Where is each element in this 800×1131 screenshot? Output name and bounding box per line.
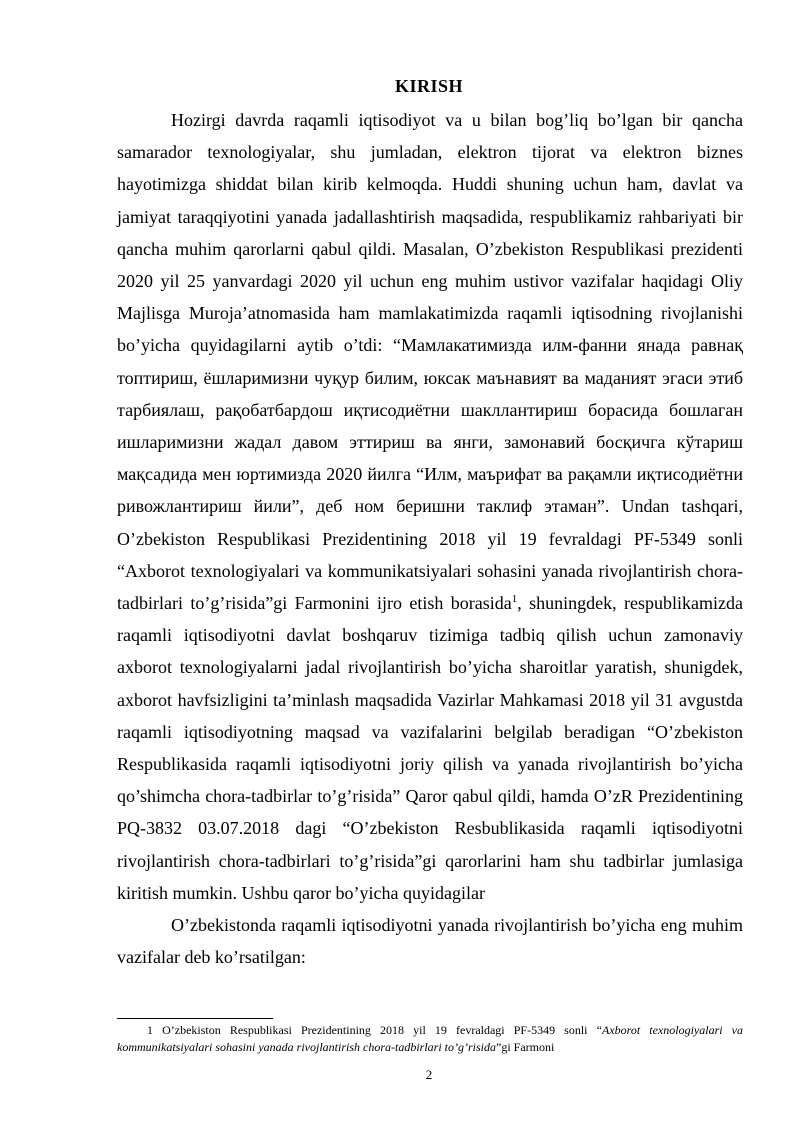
paragraph-1-text: Hozirgi davrda raqamli iqtisodiyot va u bilan bog’liq bo’lgan bir qancha samarador texnologiyalar, shu jumladan, elektron tijorat va elektron biznes hayotimizga shiddat bilan kirib kelmoqda. Huddi shuning uchun ham, davlat va jamiyat taraqqiyotini yanada jadallashtirish maqsadida, respublikamiz rahbariyati bir qancha muhim qarorlarni qabul qildi. Masalan, O’zbekiston Respublikasi prezidenti 2020 yil 25 yanvardagi 2020 yil uchun eng muhim ustivor vazifalar haqidagi Oliy Majlisga Muroja’atnomasida ham mamlakatimizda raqamli iqtisodning rivojlanishi bo’yicha quyidagilarni aytib o’tdi: “Мамлакатимизда илм-фанни янада равнақ топтириш, ёшларимизни чуқур билим, юксак маънавият ва маданият эгаси этиб тарбиялаш, рақобатбардош иқтисодиётни шакллантириш борасида бошлаган ишларимизни жадал давом эттириш ва янги, замонавий босқичга кўтариш мақсадида мен юртимизда 2020 йилга “Илм, маърифат ва рақамли иқтисодиётни ривожлантириш йили”, деб ном беришни таклиф этаман”. Undan tashqari, O’zbekiston Respublikasi Prezidentining 2018 yil 19 fevraldagi PF-5349 sonli “Axborot texnologiyalari va kommunikatsiyalari sohasini yanada rivojlantirish chora-tadbirlari to’g’risida”gi Farmonini ijro etish borasida [117, 110, 743, 614]
footnote-tail: ”gi Farmoni [496, 1040, 555, 1054]
paragraph-2: O’zbekistonda raqamli iqtisodiyotni yanada rivojlantirish bo’yicha eng muhim vazifalar deb ko’rsatilgan: [117, 915, 743, 968]
footnote-number: 1 [147, 1023, 153, 1037]
footnote-text: O’zbekiston Respublikasi Prezidentining 2018 yil 19 fevraldagi PF-5349 sonli “ [153, 1023, 602, 1037]
page-title: KIRISH [394, 76, 464, 96]
document-body [117, 104, 743, 973]
paragraph-1-continuation: , shuningdek, respublikamizda raqamli iqtisodiyotni davlat boshqaruv tizimiga tadbiq qilish uchun zamonaviy axborot texnologiyalarni jadal rivojlantirish bo’yicha sharoitlar yaratish, shunigdek, axborot havfsizligini ta’minlash maqsadida Vazirlar Mahkamasi 2018 yil 31 avgustda raqamli iqtisodiyotning maqsad va vazifalarini belgilab beradigan “O’zbekiston Respublikasida raqamli iqtisodiyotni joriy qilish va yanada rivojlantirish bo’yicha qo’shimcha chora-tadbirlar to’g’risida” Qaror qabul qildi, hamda O’zR Prezidentining PQ-3832 03.07.2018 dagi “O’zbekiston Resbublikasida raqamli iqtisodiyotni rivojlantirish chora-tadbirlari to’g’risida”gi qarorlarini ham shu tadbirlar jumlasiga kiritish mumkin. Ushbu qaror bo’yicha quyidagilar [117, 593, 743, 903]
page-number: 2 [425, 1067, 433, 1082]
footnote-reference[interactable]: 1 [511, 593, 518, 606]
paragraph-1 [117, 104, 743, 909]
footnote-separator [117, 1018, 273, 1019]
footnote-italic-title: Axborot texnologiyalari va kommunikatsiyalari sohasini yanada rivojlantirish chora-tadbirlari to’g’risida [117, 1023, 744, 1054]
footnote [117, 1022, 743, 1056]
